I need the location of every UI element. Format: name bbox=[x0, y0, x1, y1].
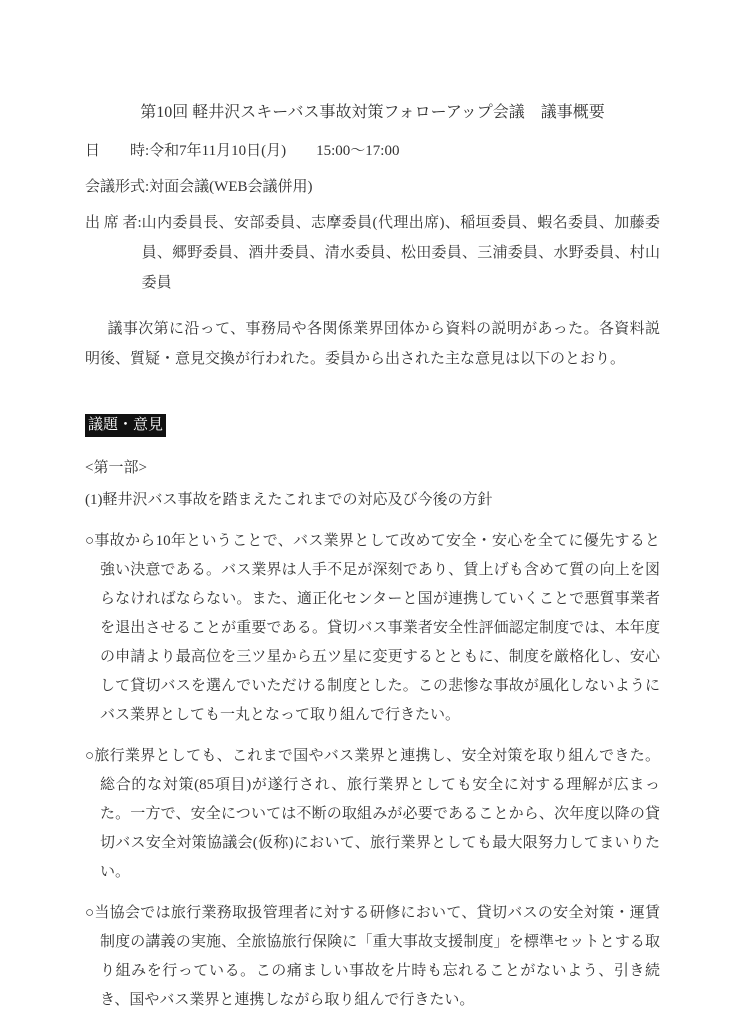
opinion-paragraph-bus-industry: ○事故から10年ということで、バス業界として改めて安全・安心を全てに優先すると強い決意である。バス業界は人手不足が深刻であり、賃上げも含めて質の向上を図らなければならない。また、適正化センターと国が連携していくことで悪質事業者を退出させることが重要である。貸切バス事業者安全性評価認定制度では、本年度の申請より最高位を三ツ星から五ツ星に変更するとともに、制度を厳格化し、安心して貸切バスを選んでいただける制度とした。この悲惨な事故が風化しないようにバス業界としても一丸となって取り組んで行きたい。 bbox=[85, 533, 660, 723]
meta-row-format bbox=[85, 172, 660, 202]
meta-value-datetime: 令和7年11月10日(月) 15:00〜17:00 bbox=[149, 143, 400, 159]
section-heading-agenda-opinions: 議題・意見 bbox=[85, 414, 166, 437]
opinion-paragraph-association: ○当協会では旅行業務取扱管理者に対する研修において、貸切バスの安全対策・運賃制度の講義の実施、全旅協旅行保険に「重大事故支援制度」を標準セットとする取り組みを行っている。この痛ましい事故を片時も忘れることがないよう、引き続き、国やバス業界と連携しながら取り組んで行きたい。 bbox=[85, 905, 660, 1008]
item-heading-1: (1)軽井沢バス事故を踏まえたこれまでの対応及び今後の方針 bbox=[85, 492, 493, 508]
meta-label-datetime: 日 時: bbox=[85, 143, 150, 159]
document-title: 第10回 軽井沢スキーバス事故対策フォローアップ会議 議事概要 bbox=[140, 104, 605, 121]
section-heading-container bbox=[85, 414, 660, 437]
meta-row-datetime bbox=[85, 136, 660, 166]
part-heading-part1: <第一部> bbox=[85, 460, 147, 476]
meta-value-attendees: 山内委員長、安部委員、志摩委員(代理出席)、稲垣委員、蝦名委員、加藤委員、郷野委員、酒井委員、清水委員、松田委員、三浦委員、水野委員、村山委員 bbox=[141, 215, 660, 291]
meta-label-format: 会議形式: bbox=[85, 179, 150, 195]
meta-row-attendees bbox=[85, 208, 660, 298]
intro-paragraph: 議事次第に沿って、事務局や各関係業界団体から資料の説明があった。各資料説明後、質疑・意見交換が行われた。委員から出された主な意見は以下のとおり。 bbox=[85, 321, 660, 367]
meta-value-format: 対面会議(WEB会議併用) bbox=[149, 179, 313, 195]
meta-section bbox=[85, 136, 660, 298]
meta-label-attendees: 出 席 者: bbox=[85, 215, 142, 231]
opinion-paragraph-travel-industry: ○旅行業界としても、これまで国やバス業界と連携し、安全対策を取り組んできた。総合的な対策(85項目)が遂行され、旅行業界としても安全に対する理解が広まった。一方で、安全については不断の取組みが必要であることから、次年度以降の貸切バス安全対策協議会(仮称)において、旅行業界としても最大限努力してまいりたい。 bbox=[85, 748, 660, 880]
